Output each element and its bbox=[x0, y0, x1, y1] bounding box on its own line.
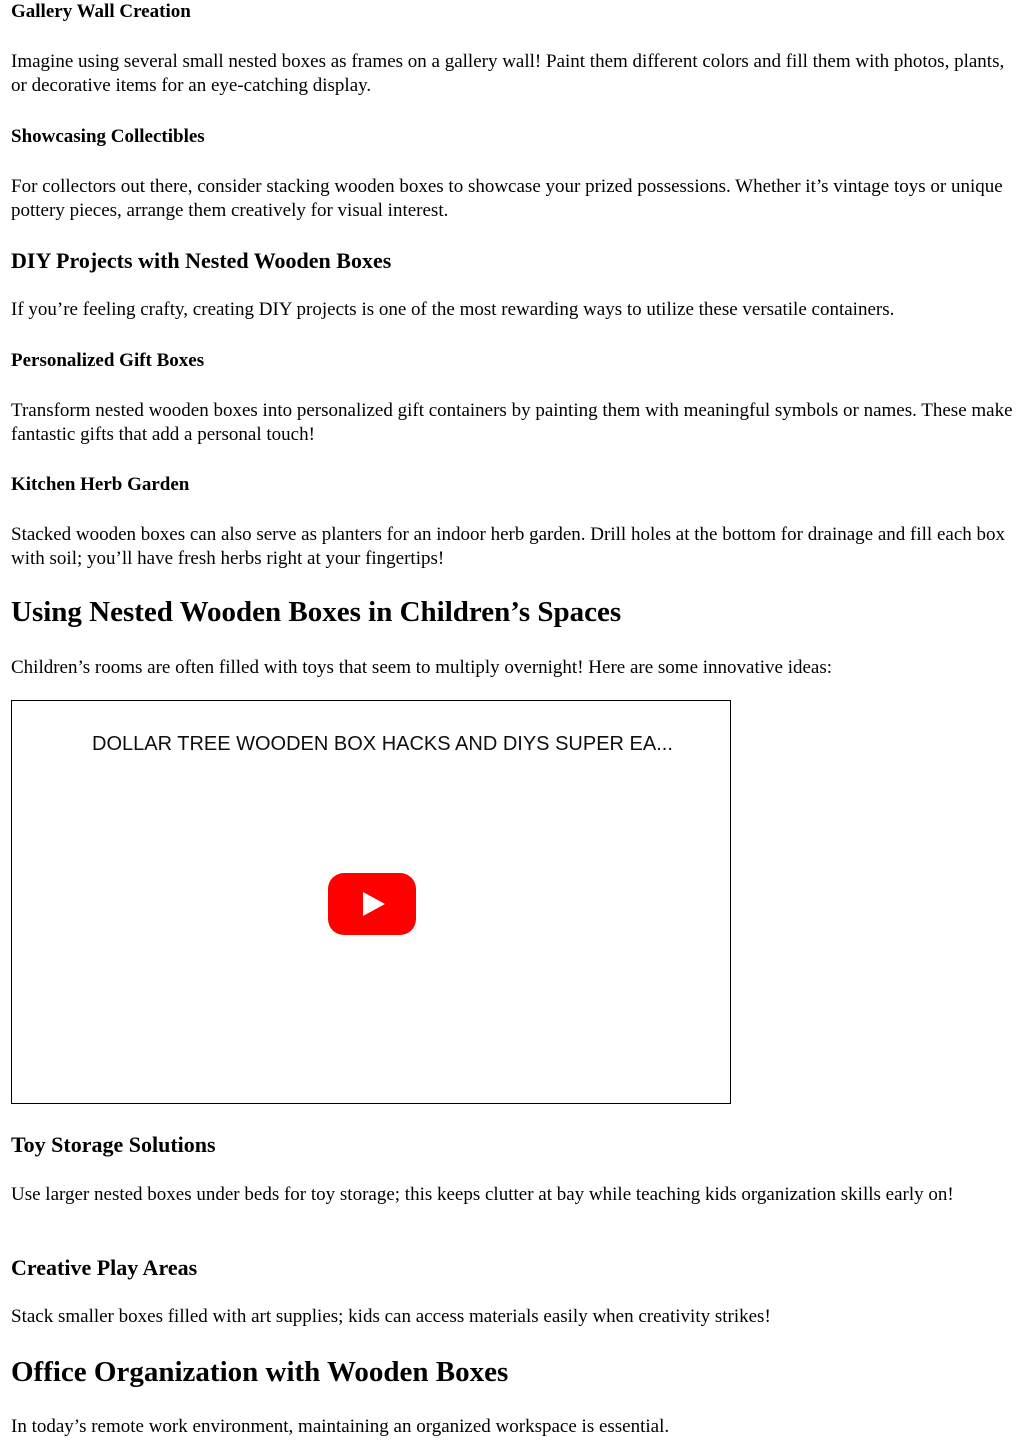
video-title[interactable]: DOLLAR TREE WOODEN BOX HACKS AND DIYS SUPER EA... bbox=[92, 733, 673, 755]
play-icon bbox=[363, 892, 385, 916]
paragraph-office: In today’s remote work environment, maintaining an organized workspace is essential. bbox=[11, 1416, 670, 1437]
paragraph-diy: If you’re feeling crafty, creating DIY projects is one of the most rewarding ways to utilize these versatile containers. bbox=[11, 299, 895, 320]
heading-gallery-wall: Gallery Wall Creation bbox=[11, 1, 191, 22]
play-button[interactable] bbox=[328, 873, 416, 935]
paragraph-play-areas: Stack smaller boxes filled with art supplies; kids can access materials easily when creativity strikes! bbox=[11, 1306, 771, 1327]
paragraph-collectibles: For collectors out there, consider stacking wooden boxes to showcase your prized possessions. Whether it’s vintage toys or unique pottery pieces, arrange them creatively for visual interest. bbox=[11, 176, 1003, 221]
heading-herb-garden: Kitchen Herb Garden bbox=[11, 474, 190, 495]
heading-gift-boxes: Personalized Gift Boxes bbox=[11, 350, 205, 371]
paragraph-gift-boxes: Transform nested wooden boxes into personalized gift containers by painting them with meaningful symbols or names. These make fantastic gifts that add a personal touch! bbox=[11, 400, 1013, 445]
paragraph-children: Children’s rooms are often filled with toys that seem to multiply overnight! Here are some innovative ideas: bbox=[11, 657, 833, 678]
heading-office: Office Organization with Wooden Boxes bbox=[11, 1356, 509, 1388]
heading-collectibles: Showcasing Collectibles bbox=[11, 126, 205, 147]
paragraph-toy-storage: Use larger nested boxes under beds for toy storage; this keeps clutter at bay while teaching kids organization skills early on! bbox=[11, 1184, 954, 1205]
paragraph-gallery-wall: Imagine using several small nested boxes as frames on a gallery wall! Paint them different colors and fill them with photos, plants, or decorative items for an eye-catching display. bbox=[11, 51, 1005, 96]
heading-play-areas: Creative Play Areas bbox=[11, 1255, 198, 1280]
embedded-video[interactable] bbox=[11, 700, 731, 1104]
heading-diy: DIY Projects with Nested Wooden Boxes bbox=[11, 248, 392, 273]
heading-toy-storage: Toy Storage Solutions bbox=[11, 1132, 216, 1157]
paragraph-herb-garden: Stacked wooden boxes can also serve as planters for an indoor herb garden. Drill holes at the bottom for drainage and fill each box with soil; you’ll have fresh herbs right at your fingertips! bbox=[11, 524, 1006, 569]
heading-children: Using Nested Wooden Boxes in Children’s Spaces bbox=[11, 596, 622, 628]
